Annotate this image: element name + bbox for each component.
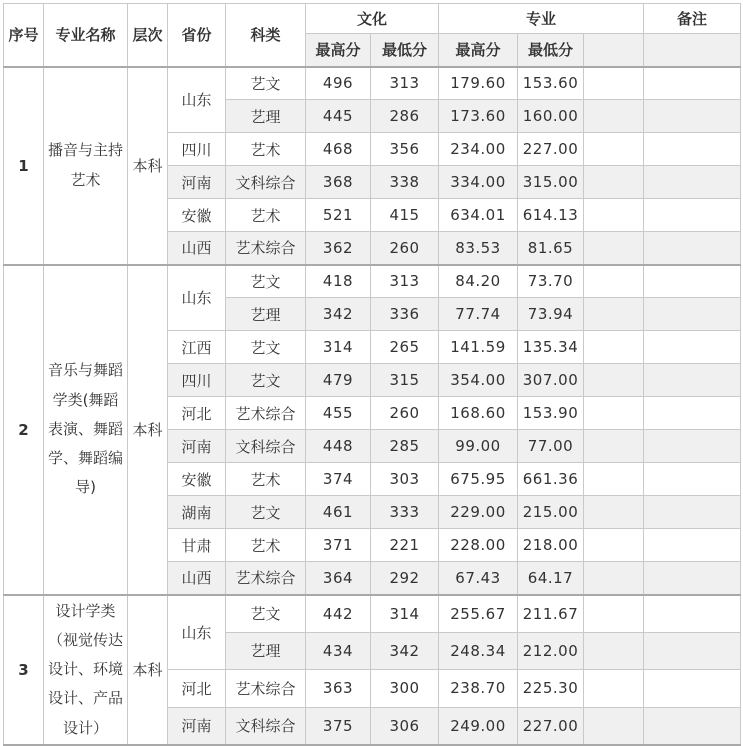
culture-min-cell: 313 bbox=[371, 265, 439, 298]
blank-cell bbox=[584, 496, 644, 529]
blank-cell bbox=[584, 199, 644, 232]
remark-cell bbox=[644, 166, 741, 199]
admission-score-table bbox=[3, 3, 741, 746]
professional-max-cell: 83.53 bbox=[439, 232, 518, 265]
remark-cell bbox=[644, 430, 741, 463]
culture-min-cell: 303 bbox=[371, 463, 439, 496]
category-cell: 文科综合 bbox=[226, 166, 306, 199]
header-remark: 备注 bbox=[644, 4, 741, 34]
province-cell: 安徽 bbox=[168, 199, 226, 232]
remark-cell bbox=[644, 67, 741, 100]
blank-cell bbox=[584, 331, 644, 364]
blank-cell bbox=[584, 166, 644, 199]
culture-min-cell: 265 bbox=[371, 331, 439, 364]
province-cell: 江西 bbox=[168, 331, 226, 364]
professional-max-cell: 238.70 bbox=[439, 670, 518, 708]
province-cell: 河北 bbox=[168, 670, 226, 708]
table-header bbox=[4, 4, 741, 67]
blank-cell bbox=[584, 265, 644, 298]
remark-cell bbox=[644, 670, 741, 708]
category-cell: 艺理 bbox=[226, 632, 306, 670]
remark-cell bbox=[644, 298, 741, 331]
blank-cell bbox=[584, 298, 644, 331]
table-row bbox=[4, 265, 741, 298]
category-cell: 艺文 bbox=[226, 331, 306, 364]
category-cell: 艺术综合 bbox=[226, 397, 306, 430]
professional-min-cell: 227.00 bbox=[518, 707, 584, 745]
professional-min-cell: 661.36 bbox=[518, 463, 584, 496]
culture-min-cell: 333 bbox=[371, 496, 439, 529]
professional-max-cell: 334.00 bbox=[439, 166, 518, 199]
province-cell: 四川 bbox=[168, 364, 226, 397]
remark-cell bbox=[644, 364, 741, 397]
blank-cell bbox=[584, 67, 644, 100]
culture-max-cell: 342 bbox=[306, 298, 371, 331]
professional-min-cell: 77.00 bbox=[518, 430, 584, 463]
category-cell: 艺术 bbox=[226, 463, 306, 496]
category-cell: 艺文 bbox=[226, 67, 306, 100]
blank-cell bbox=[584, 595, 644, 633]
header-professional-max: 最高分 bbox=[439, 34, 518, 67]
category-cell: 艺文 bbox=[226, 364, 306, 397]
professional-min-cell: 135.34 bbox=[518, 331, 584, 364]
culture-max-cell: 468 bbox=[306, 133, 371, 166]
culture-min-cell: 315 bbox=[371, 364, 439, 397]
province-cell: 河南 bbox=[168, 430, 226, 463]
major-name-cell: 播音与主持艺术 bbox=[44, 67, 128, 265]
professional-max-cell: 228.00 bbox=[439, 529, 518, 562]
remark-cell bbox=[644, 100, 741, 133]
remark-cell bbox=[644, 562, 741, 595]
blank-cell bbox=[584, 133, 644, 166]
remark-cell bbox=[644, 707, 741, 745]
province-cell: 山西 bbox=[168, 562, 226, 595]
professional-max-cell: 179.60 bbox=[439, 67, 518, 100]
culture-min-cell: 260 bbox=[371, 397, 439, 430]
professional-min-cell: 73.70 bbox=[518, 265, 584, 298]
professional-max-cell: 173.60 bbox=[439, 100, 518, 133]
culture-max-cell: 445 bbox=[306, 100, 371, 133]
professional-max-cell: 255.67 bbox=[439, 595, 518, 633]
professional-min-cell: 315.00 bbox=[518, 166, 584, 199]
province-cell: 河南 bbox=[168, 707, 226, 745]
professional-min-cell: 211.67 bbox=[518, 595, 584, 633]
culture-max-cell: 455 bbox=[306, 397, 371, 430]
professional-max-cell: 141.59 bbox=[439, 331, 518, 364]
professional-max-cell: 354.00 bbox=[439, 364, 518, 397]
province-cell: 山西 bbox=[168, 232, 226, 265]
province-cell: 安徽 bbox=[168, 463, 226, 496]
professional-max-cell: 99.00 bbox=[439, 430, 518, 463]
header-row-groups bbox=[4, 4, 741, 34]
header-category: 科类 bbox=[226, 4, 306, 67]
culture-max-cell: 461 bbox=[306, 496, 371, 529]
header-professional-min: 最低分 bbox=[518, 34, 584, 67]
province-cell: 甘肃 bbox=[168, 529, 226, 562]
remark-cell bbox=[644, 232, 741, 265]
category-cell: 艺文 bbox=[226, 265, 306, 298]
remark-cell bbox=[644, 397, 741, 430]
blank-cell bbox=[584, 100, 644, 133]
header-remark-blank-cell bbox=[644, 34, 741, 67]
blank-cell bbox=[584, 430, 644, 463]
section-2 bbox=[4, 265, 741, 595]
header-major-name: 专业名称 bbox=[44, 4, 128, 67]
professional-max-cell: 168.60 bbox=[439, 397, 518, 430]
header-serial: 序号 bbox=[4, 4, 44, 67]
professional-min-cell: 64.17 bbox=[518, 562, 584, 595]
header-level: 层次 bbox=[128, 4, 168, 67]
province-cell: 山东 bbox=[168, 595, 226, 670]
category-cell: 文科综合 bbox=[226, 707, 306, 745]
culture-max-cell: 521 bbox=[306, 199, 371, 232]
province-cell: 四川 bbox=[168, 133, 226, 166]
remark-cell bbox=[644, 595, 741, 633]
professional-min-cell: 153.90 bbox=[518, 397, 584, 430]
culture-min-cell: 415 bbox=[371, 199, 439, 232]
blank-cell bbox=[584, 463, 644, 496]
professional-min-cell: 307.00 bbox=[518, 364, 584, 397]
category-cell: 艺术综合 bbox=[226, 232, 306, 265]
culture-max-cell: 479 bbox=[306, 364, 371, 397]
category-cell: 艺术 bbox=[226, 529, 306, 562]
culture-max-cell: 434 bbox=[306, 632, 371, 670]
culture-max-cell: 374 bbox=[306, 463, 371, 496]
header-culture-min: 最低分 bbox=[371, 34, 439, 67]
major-name-cell: 设计学类（视觉传达设计、环境设计、产品设计） bbox=[44, 595, 128, 745]
professional-min-cell: 227.00 bbox=[518, 133, 584, 166]
culture-max-cell: 496 bbox=[306, 67, 371, 100]
remark-cell bbox=[644, 463, 741, 496]
professional-min-cell: 215.00 bbox=[518, 496, 584, 529]
professional-min-cell: 212.00 bbox=[518, 632, 584, 670]
culture-min-cell: 286 bbox=[371, 100, 439, 133]
culture-max-cell: 371 bbox=[306, 529, 371, 562]
serial-cell: 2 bbox=[4, 265, 44, 595]
culture-max-cell: 418 bbox=[306, 265, 371, 298]
culture-min-cell: 313 bbox=[371, 67, 439, 100]
remark-cell bbox=[644, 331, 741, 364]
professional-max-cell: 77.74 bbox=[439, 298, 518, 331]
serial-cell: 3 bbox=[4, 595, 44, 745]
province-cell: 湖南 bbox=[168, 496, 226, 529]
culture-min-cell: 285 bbox=[371, 430, 439, 463]
culture-max-cell: 314 bbox=[306, 331, 371, 364]
blank-cell bbox=[584, 232, 644, 265]
blank-cell bbox=[584, 529, 644, 562]
category-cell: 艺术综合 bbox=[226, 670, 306, 708]
category-cell: 艺理 bbox=[226, 100, 306, 133]
header-province: 省份 bbox=[168, 4, 226, 67]
professional-min-cell: 218.00 bbox=[518, 529, 584, 562]
header-culture-max: 最高分 bbox=[306, 34, 371, 67]
professional-max-cell: 67.43 bbox=[439, 562, 518, 595]
culture-max-cell: 375 bbox=[306, 707, 371, 745]
professional-min-cell: 73.94 bbox=[518, 298, 584, 331]
category-cell: 艺文 bbox=[226, 496, 306, 529]
professional-min-cell: 160.00 bbox=[518, 100, 584, 133]
professional-min-cell: 225.30 bbox=[518, 670, 584, 708]
blank-cell bbox=[584, 562, 644, 595]
remark-cell bbox=[644, 199, 741, 232]
blank-cell bbox=[584, 632, 644, 670]
header-blank-cell bbox=[584, 34, 644, 67]
culture-max-cell: 448 bbox=[306, 430, 371, 463]
professional-max-cell: 634.01 bbox=[439, 199, 518, 232]
category-cell: 文科综合 bbox=[226, 430, 306, 463]
header-culture-group: 文化 bbox=[306, 4, 439, 34]
remark-cell bbox=[644, 133, 741, 166]
culture-min-cell: 342 bbox=[371, 632, 439, 670]
culture-max-cell: 364 bbox=[306, 562, 371, 595]
remark-cell bbox=[644, 265, 741, 298]
culture-min-cell: 221 bbox=[371, 529, 439, 562]
category-cell: 艺理 bbox=[226, 298, 306, 331]
culture-max-cell: 362 bbox=[306, 232, 371, 265]
category-cell: 艺文 bbox=[226, 595, 306, 633]
culture-min-cell: 314 bbox=[371, 595, 439, 633]
culture-max-cell: 368 bbox=[306, 166, 371, 199]
culture-max-cell: 442 bbox=[306, 595, 371, 633]
professional-max-cell: 675.95 bbox=[439, 463, 518, 496]
level-cell: 本科 bbox=[128, 595, 168, 745]
category-cell: 艺术 bbox=[226, 199, 306, 232]
culture-max-cell: 363 bbox=[306, 670, 371, 708]
blank-cell bbox=[584, 670, 644, 708]
professional-max-cell: 248.34 bbox=[439, 632, 518, 670]
culture-min-cell: 306 bbox=[371, 707, 439, 745]
province-cell: 山东 bbox=[168, 265, 226, 331]
level-cell: 本科 bbox=[128, 67, 168, 265]
professional-min-cell: 81.65 bbox=[518, 232, 584, 265]
section-3 bbox=[4, 595, 741, 745]
table-row bbox=[4, 67, 741, 100]
category-cell: 艺术综合 bbox=[226, 562, 306, 595]
culture-min-cell: 260 bbox=[371, 232, 439, 265]
professional-min-cell: 614.13 bbox=[518, 199, 584, 232]
professional-max-cell: 249.00 bbox=[439, 707, 518, 745]
professional-max-cell: 229.00 bbox=[439, 496, 518, 529]
culture-min-cell: 336 bbox=[371, 298, 439, 331]
major-name-cell: 音乐与舞蹈学类(舞蹈表演、舞蹈学、舞蹈编导) bbox=[44, 265, 128, 595]
section-1 bbox=[4, 67, 741, 265]
blank-cell bbox=[584, 397, 644, 430]
remark-cell bbox=[644, 632, 741, 670]
professional-max-cell: 84.20 bbox=[439, 265, 518, 298]
culture-min-cell: 338 bbox=[371, 166, 439, 199]
serial-cell: 1 bbox=[4, 67, 44, 265]
professional-max-cell: 234.00 bbox=[439, 133, 518, 166]
category-cell: 艺术 bbox=[226, 133, 306, 166]
remark-cell bbox=[644, 529, 741, 562]
professional-min-cell: 153.60 bbox=[518, 67, 584, 100]
culture-min-cell: 356 bbox=[371, 133, 439, 166]
blank-cell bbox=[584, 707, 644, 745]
culture-min-cell: 292 bbox=[371, 562, 439, 595]
level-cell: 本科 bbox=[128, 265, 168, 595]
culture-min-cell: 300 bbox=[371, 670, 439, 708]
remark-cell bbox=[644, 496, 741, 529]
table-row bbox=[4, 595, 741, 633]
province-cell: 山东 bbox=[168, 67, 226, 133]
header-professional-group: 专业 bbox=[439, 4, 644, 34]
province-cell: 河南 bbox=[168, 166, 226, 199]
province-cell: 河北 bbox=[168, 397, 226, 430]
blank-cell bbox=[584, 364, 644, 397]
